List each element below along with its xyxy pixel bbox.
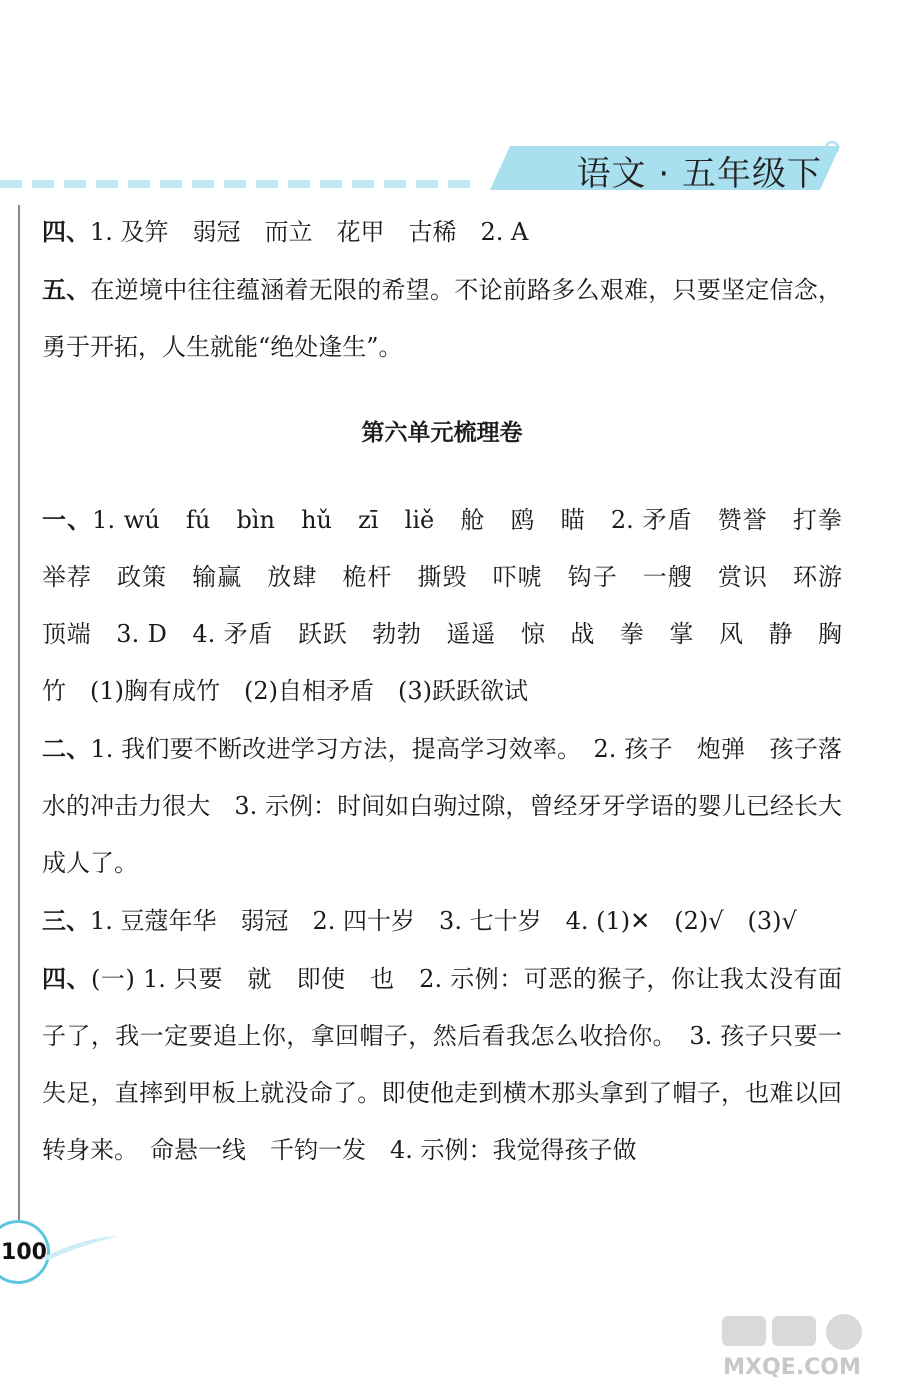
answer-content (42, 203, 867, 1179)
item-text: 在逆境中往往蕴涵着无限的希望。不论前路多么艰难，只要坚定信念，勇于开拓，人生就能“绝处逢生”。 (42, 276, 842, 361)
item-number: 一、 (42, 505, 93, 534)
item-text: (一) 1. 只要 就 即使 也 2. 示例：可恶的猴子，你让我太没有面子了，我一定要追上你，拿回帽子，然后看我怎么收拾你。 3. 孩子只要一失足，直摔到甲板上就没命了。即使他走到横木那头拿到了帽子，也难以回转身来。 命悬一线 千钧一发 4. 示例：我觉得孩子做 (42, 965, 842, 1164)
answer-item (42, 892, 842, 950)
answer-item (42, 950, 842, 1179)
item-number: 五、 (42, 275, 91, 304)
answer-item (42, 203, 842, 261)
footer-swoosh (40, 1232, 120, 1262)
item-text: 1. 豆蔻年华 弱冠 2. 四十岁 3. 七十岁 4. (1)✕ (2)√ (3)√ (90, 907, 797, 935)
item-number: 三、 (42, 906, 90, 935)
item-number: 二、 (42, 734, 91, 763)
item-text: 1. 及笄 弱冠 而立 花甲 古稀 2. A (90, 218, 529, 246)
watermark-logo (692, 1312, 892, 1382)
margin-line (18, 205, 20, 1235)
answer-item (42, 720, 842, 892)
watermark-text: MXQE.COM (723, 1355, 861, 1380)
answer-item (42, 261, 842, 376)
item-text: 1. 我们要不断改进学习方法，提高学习效率。 2. 孩子 炮弹 孩子落水的冲击力很大 3. 示例：时间如白驹过隙，曾经牙牙学语的婴儿已经长大成人了。 (42, 735, 842, 877)
section-title: 第六单元梳理卷 (361, 420, 523, 446)
answer-item (42, 491, 867, 720)
item-text: 1. wú fú bìn hǔ zī liě 舱 鸥 瞄 2. 矛盾 赞誉 打拳 举荐 政策 输赢 放肆 桅杆 撕毁 吓唬 钩子 一艘 赏识 环游 顶端 3. D 4. 矛盾 跃跃 勃勃 遥遥 惊 战 拳 掌 风 静 胸 竹 (1)胸有成竹 (2)自相矛盾 (3)跃跃欲试 (42, 506, 867, 705)
header-title: 语文 · 五年级下 (576, 154, 822, 194)
item-number: 四、 (42, 964, 92, 993)
page-number: 100 (1, 1239, 47, 1265)
item-number: 四、 (42, 217, 90, 246)
